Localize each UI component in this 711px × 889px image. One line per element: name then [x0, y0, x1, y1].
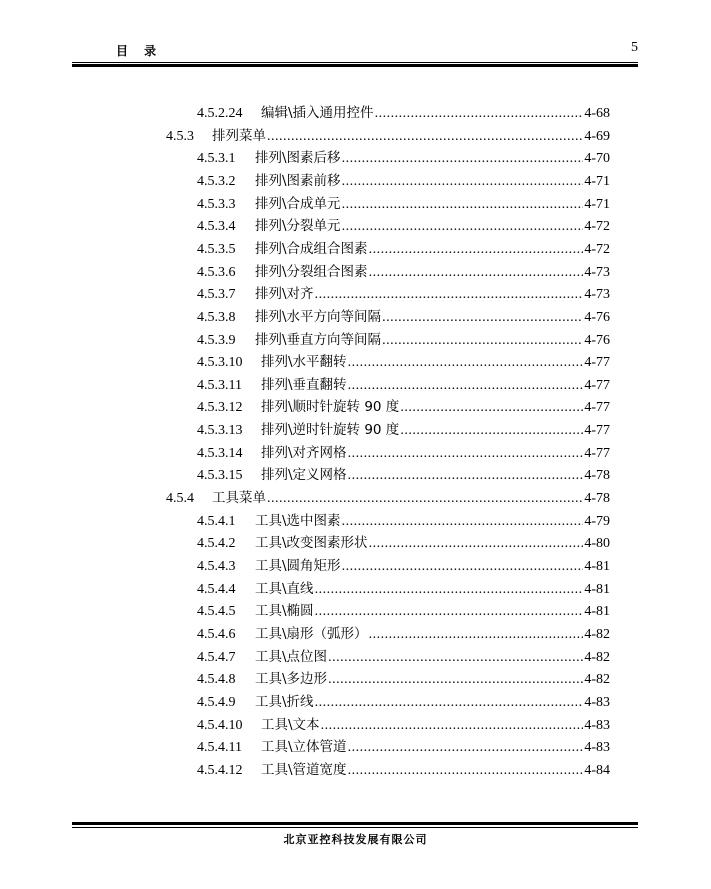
toc-dot-leader — [400, 398, 583, 418]
toc-entry[interactable] — [197, 375, 610, 395]
toc-entry-page: 4-77 — [584, 355, 610, 371]
toc-entry[interactable] — [197, 194, 610, 214]
toc-entry-title: 排列菜单 — [212, 127, 266, 144]
toc-dot-leader — [315, 285, 584, 305]
toc-dot-leader — [348, 353, 584, 373]
toc-entry[interactable] — [197, 465, 610, 485]
toc-entry[interactable] — [197, 239, 610, 259]
toc-entry-page: 4-78 — [584, 491, 610, 507]
toc-entry[interactable] — [197, 262, 610, 282]
toc-dot-leader — [315, 602, 584, 622]
page-number: 5 — [631, 40, 638, 55]
toc-entry-number: 4.5.3.10 — [197, 355, 243, 371]
toc-entry-title: 工具\折线 — [255, 693, 314, 710]
toc-entry-page: 4-72 — [584, 241, 610, 257]
toc-entry-title: 排列\垂直方向等间隔 — [255, 331, 382, 348]
toc-entry-title: 排列\合成单元 — [255, 195, 341, 212]
toc-entry-title: 工具\椭圆 — [255, 603, 314, 620]
toc-dot-leader — [400, 421, 583, 441]
toc-dot-leader — [382, 331, 583, 351]
toc-entry-page: 4-81 — [584, 581, 610, 597]
footer-rule-thin — [72, 827, 638, 828]
toc-entry-page: 4-71 — [584, 196, 610, 212]
toc-entry-title: 排列\顺时针旋转 90 度 — [261, 399, 400, 416]
toc-entry-page: 4-83 — [584, 740, 610, 756]
toc-entry-title: 排列\逆时针旋转 90 度 — [261, 422, 400, 439]
toc-dot-leader — [369, 263, 584, 283]
toc-entry-number: 4.5.4.10 — [197, 717, 243, 733]
toc-dot-leader — [369, 625, 584, 645]
toc-entry[interactable] — [197, 511, 610, 531]
toc-entry-number: 4.5.3.1 — [197, 151, 236, 167]
toc-entry[interactable] — [197, 692, 610, 712]
toc-entry-number: 4.5.2.24 — [197, 106, 243, 121]
toc-entry-number: 4.5.4.2 — [197, 536, 236, 552]
toc-entry[interactable] — [197, 352, 610, 372]
toc-entry-title: 排列\图素前移 — [255, 172, 341, 189]
toc-entry-title: 排列\水平方向等间隔 — [255, 308, 382, 325]
toc-entry-title: 工具\多边形 — [255, 671, 328, 688]
page-header — [72, 38, 638, 62]
toc-entry-page: 4-82 — [584, 672, 610, 688]
toc-entry-page: 4-81 — [584, 604, 610, 620]
toc-entry[interactable] — [197, 737, 610, 757]
toc-entry-title: 工具\文本 — [261, 716, 320, 733]
toc-entry[interactable] — [197, 533, 610, 553]
toc-entry[interactable] — [197, 624, 610, 644]
toc-entry-page: 4-81 — [584, 559, 610, 574]
toc-entry-page: 4-82 — [584, 626, 610, 642]
toc-entry[interactable] — [197, 103, 610, 123]
toc-entry-title: 排列\垂直翻转 — [261, 376, 347, 393]
toc-entry-number: 4.5.3.14 — [197, 445, 243, 461]
toc-entry-number: 4.5.3.7 — [197, 287, 236, 303]
toc-entry-number: 4.5.4.7 — [197, 649, 236, 665]
toc-dot-leader — [342, 149, 584, 169]
toc-entry-number: 4.5.3.8 — [197, 309, 236, 325]
header-title: 目 录 — [116, 44, 163, 58]
toc-dot-leader — [342, 217, 584, 237]
toc-entry[interactable] — [166, 126, 610, 146]
toc-dot-leader — [369, 534, 584, 554]
toc-entry-page: 4-70 — [584, 151, 610, 167]
toc-entry-number: 4.5.3.12 — [197, 400, 243, 416]
footer-rule-thick — [72, 822, 638, 825]
toc-entry-page: 4-73 — [584, 264, 610, 280]
toc-dot-leader — [382, 308, 583, 328]
header-rule-thin — [72, 62, 638, 63]
toc-entry-number: 4.5.3.4 — [197, 219, 236, 235]
toc-entry-page: 4-78 — [584, 468, 610, 484]
toc-entry-title: 排列\水平翻转 — [261, 354, 347, 371]
toc-entry-title: 工具\直线 — [255, 580, 314, 597]
toc-dot-leader — [348, 466, 584, 486]
toc-entry[interactable] — [197, 216, 610, 236]
toc-entry[interactable] — [197, 148, 610, 168]
header-rule-thick — [72, 64, 638, 67]
toc-dot-leader — [315, 693, 584, 713]
toc-entry[interactable] — [197, 420, 610, 440]
toc-entry-page: 4-80 — [584, 536, 610, 552]
toc-entry-number: 4.5.3 — [166, 128, 194, 144]
toc-entry-page: 4-77 — [584, 400, 610, 416]
toc-entry-number: 4.5.4.12 — [197, 762, 243, 778]
toc-entry-page: 4-76 — [584, 309, 610, 325]
toc-entry[interactable] — [197, 397, 610, 417]
toc-entry-number: 4.5.3.9 — [197, 332, 236, 348]
toc-entry-page: 4-73 — [584, 287, 610, 303]
toc-entry-title: 排列\分裂单元 — [255, 218, 341, 235]
toc-entry-number: 4.5.4 — [166, 491, 194, 507]
toc-dot-leader — [342, 512, 584, 532]
toc-entry-number: 4.5.3.15 — [197, 468, 243, 484]
toc-entry-number: 4.5.3.2 — [197, 173, 236, 189]
toc-entry-number: 4.5.4.9 — [197, 694, 236, 710]
toc-entry[interactable] — [197, 171, 610, 191]
toc-entry[interactable] — [197, 647, 610, 667]
toc-entry-title: 工具\扇形（弧形） — [255, 625, 368, 642]
toc-entry-page: 4-77 — [584, 423, 610, 439]
toc-entry-number: 4.5.4.1 — [197, 513, 236, 529]
toc-dot-leader — [328, 648, 583, 668]
toc-entry[interactable] — [197, 443, 610, 463]
toc-entry-page: 4-84 — [584, 762, 610, 778]
toc-dot-leader — [348, 444, 584, 464]
toc-entry-page: 4-83 — [584, 694, 610, 710]
toc-entry-number: 4.5.4.4 — [197, 581, 236, 597]
toc-entry-page: 4-77 — [584, 445, 610, 461]
toc-entry-title: 排列\合成组合图素 — [255, 240, 368, 257]
toc-entry-title: 排列\分裂组合图素 — [255, 263, 368, 280]
toc-entry-page: 4-69 — [584, 128, 610, 144]
toc-entry-number: 4.5.3.13 — [197, 423, 243, 439]
toc-entry-number: 4.5.3.3 — [197, 196, 236, 212]
toc-entry[interactable] — [166, 488, 610, 508]
toc-entry-title: 排列\对齐网格 — [261, 444, 347, 461]
toc-entry-page: 4-71 — [584, 173, 610, 189]
toc-dot-leader — [315, 580, 584, 600]
toc-entry[interactable] — [197, 284, 610, 304]
toc-entry-title: 编辑\插入通用控件 — [261, 105, 374, 121]
toc-dot-leader — [369, 240, 584, 260]
toc-entry-number: 4.5.3.11 — [197, 377, 242, 393]
toc-entry-page: 4-82 — [584, 649, 610, 665]
toc-entry-title: 工具菜单 — [212, 490, 266, 507]
toc-entry-title: 排列\对齐 — [255, 286, 314, 303]
toc-entry-number: 4.5.4.3 — [197, 559, 236, 574]
toc-dot-leader — [348, 761, 584, 781]
toc-entry-number: 4.5.4.6 — [197, 626, 236, 642]
toc-entry[interactable] — [197, 330, 610, 350]
toc-entry-page: 4-68 — [584, 106, 610, 121]
footer-company: 北京亚控科技发展有限公司 — [283, 833, 428, 846]
toc-entry-title: 工具\选中图素 — [255, 512, 341, 529]
toc-entry-number: 4.5.4.8 — [197, 672, 236, 688]
toc-entry-number: 4.5.4.5 — [197, 604, 236, 620]
toc-entry-page: 4-76 — [584, 332, 610, 348]
toc-entry-title: 工具\点位图 — [255, 648, 328, 665]
toc-dot-leader — [267, 489, 583, 509]
toc-entry[interactable] — [197, 307, 610, 327]
toc-entry-page: 4-72 — [584, 219, 610, 235]
toc-entry-title: 工具\管道宽度 — [261, 761, 347, 778]
toc-dot-leader — [328, 670, 583, 690]
toc-entry-page: 4-83 — [584, 717, 610, 733]
toc-dot-leader — [342, 195, 584, 215]
toc-dot-leader — [342, 172, 584, 192]
toc-entry-page: 4-77 — [584, 377, 610, 393]
toc-dot-leader — [342, 557, 584, 577]
toc-dot-leader — [321, 716, 584, 736]
toc-entry[interactable] — [197, 715, 610, 735]
toc-dot-leader — [348, 376, 584, 396]
toc-entry-page: 4-79 — [584, 513, 610, 529]
toc-dot-leader — [267, 127, 583, 147]
toc-dot-leader — [375, 104, 584, 124]
toc-entry-number: 4.5.4.11 — [197, 740, 242, 756]
toc-entry-title: 工具\立体管道 — [261, 739, 347, 756]
toc-entry-title: 排列\图素后移 — [255, 150, 341, 167]
toc-entry[interactable] — [197, 556, 610, 576]
toc-entry[interactable] — [197, 669, 610, 689]
toc-entry-number: 4.5.3.5 — [197, 241, 236, 257]
toc-entry-title: 工具\圆角矩形 — [255, 558, 341, 574]
toc-dot-leader — [348, 738, 584, 758]
toc-entry-title: 排列\定义网格 — [261, 467, 347, 484]
toc-entry[interactable] — [197, 760, 610, 780]
toc-entry[interactable] — [197, 601, 610, 621]
toc-entry-title: 工具\改变图素形状 — [255, 535, 368, 552]
toc-entry-number: 4.5.3.6 — [197, 264, 236, 280]
toc-entry[interactable] — [197, 579, 610, 599]
